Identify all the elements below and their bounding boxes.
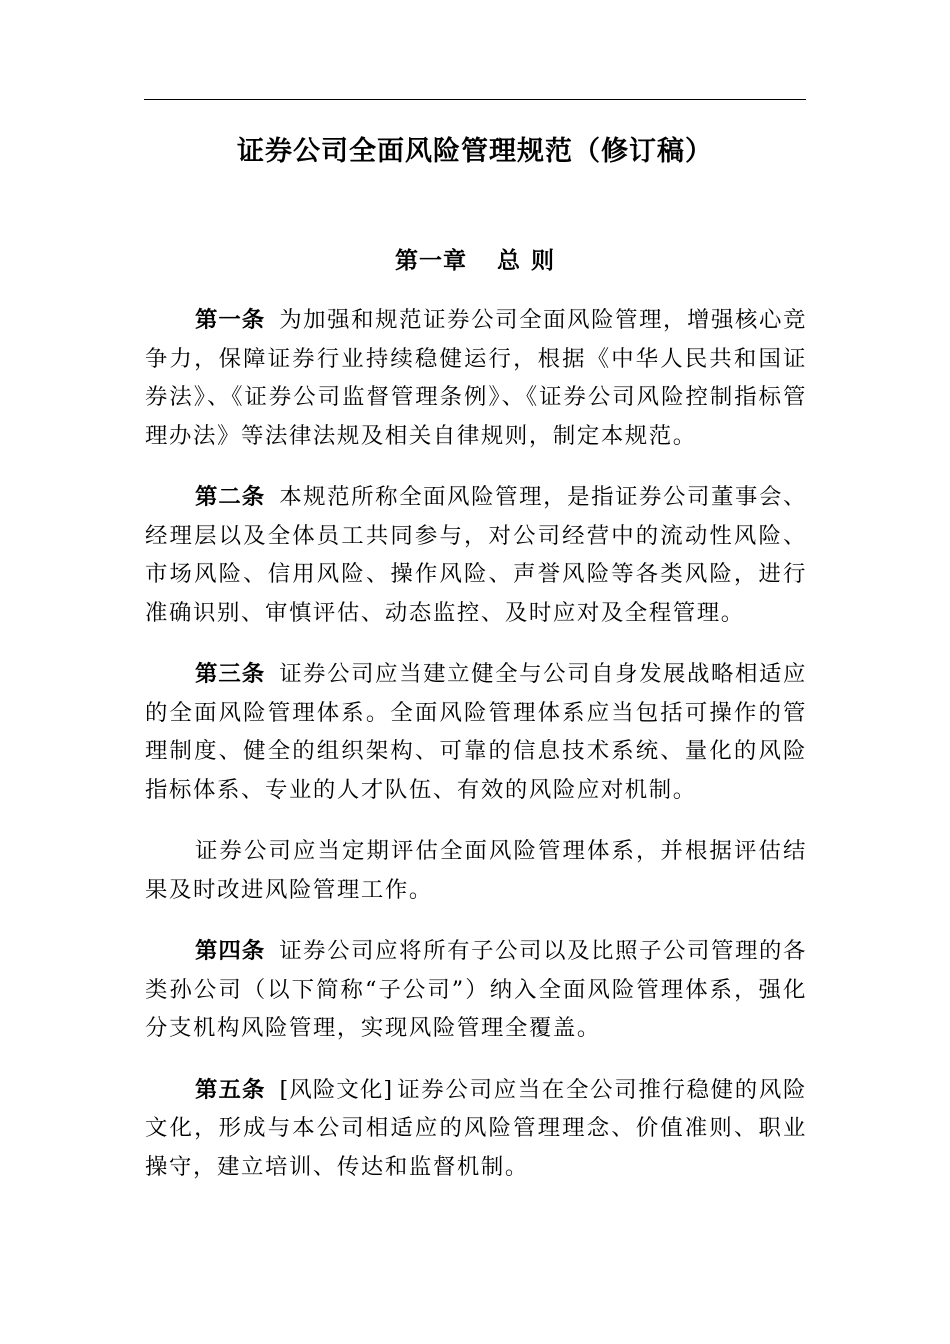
article-text: 本规范所称全面风险管理，是指证券公司董事会、经理层以及全体员工共同参与，对公司经营中的流动性风险、市场风险、信用风险、操作风险、声誉风险等各类风险，进行准确识别、审慎评估、动态监控、及时应对及全程管理。 — [145, 484, 808, 626]
article-5 — [145, 1071, 807, 1187]
document-body — [145, 301, 807, 1209]
article-4 — [145, 932, 807, 1048]
document-title: 证券公司全面风险管理规范（修订稿） — [237, 136, 713, 167]
article-label: 第一条 — [195, 307, 266, 333]
chapter-name-part2: 则 — [531, 248, 555, 274]
article-text: 证券公司应将所有子公司以及比照子公司管理的各类孙公司（以下简称“子公司”）纳入全面风险管理体系，强化分支机构风险管理，实现风险管理全覆盖。 — [145, 938, 808, 1041]
article-text: 证券公司应当定期评估全面风险管理体系，并根据评估结果及时改进风险管理工作。 — [145, 838, 807, 903]
article-2 — [145, 478, 807, 632]
article-label: 第五条 — [195, 1076, 266, 1103]
article-3 — [145, 655, 807, 809]
chapter-number: 第一章 — [395, 248, 467, 274]
chapter-heading — [0, 243, 950, 279]
article-3-continuation — [145, 832, 807, 909]
article-text: 为加强和规范证券公司全面风险管理，增强核心竞争力，保障证券行业持续稳健运行，根据《中华人民共和国证券法》、《证券公司监督管理条例》、《证券公司风险控制指标管理办法》等法律法规及相关自律规则，制定本规范。 — [145, 307, 808, 449]
article-label: 第三条 — [195, 661, 266, 687]
article-1 — [145, 301, 807, 455]
chapter-name-part1: 总 — [497, 248, 521, 274]
article-text: 证券公司应当建立健全与公司自身发展战略相适应的全面风险管理体系。全面风险管理体系应当包括可操作的管理制度、健全的组织架构、可靠的信息技术系统、量化的风险指标体系、专业的人才队伍、有效的风险应对机制。 — [145, 661, 808, 803]
article-text: 证券公司应当在全公司推行稳健的风险文化，形成与本公司相适应的风险管理理念、价值准则、职业操守，建立培训、传达和监督机制。 — [145, 1076, 807, 1180]
article-tag: [风险文化] — [279, 1076, 394, 1103]
article-label: 第二条 — [195, 484, 266, 510]
article-label: 第四条 — [195, 938, 266, 964]
header-rule — [144, 99, 806, 100]
